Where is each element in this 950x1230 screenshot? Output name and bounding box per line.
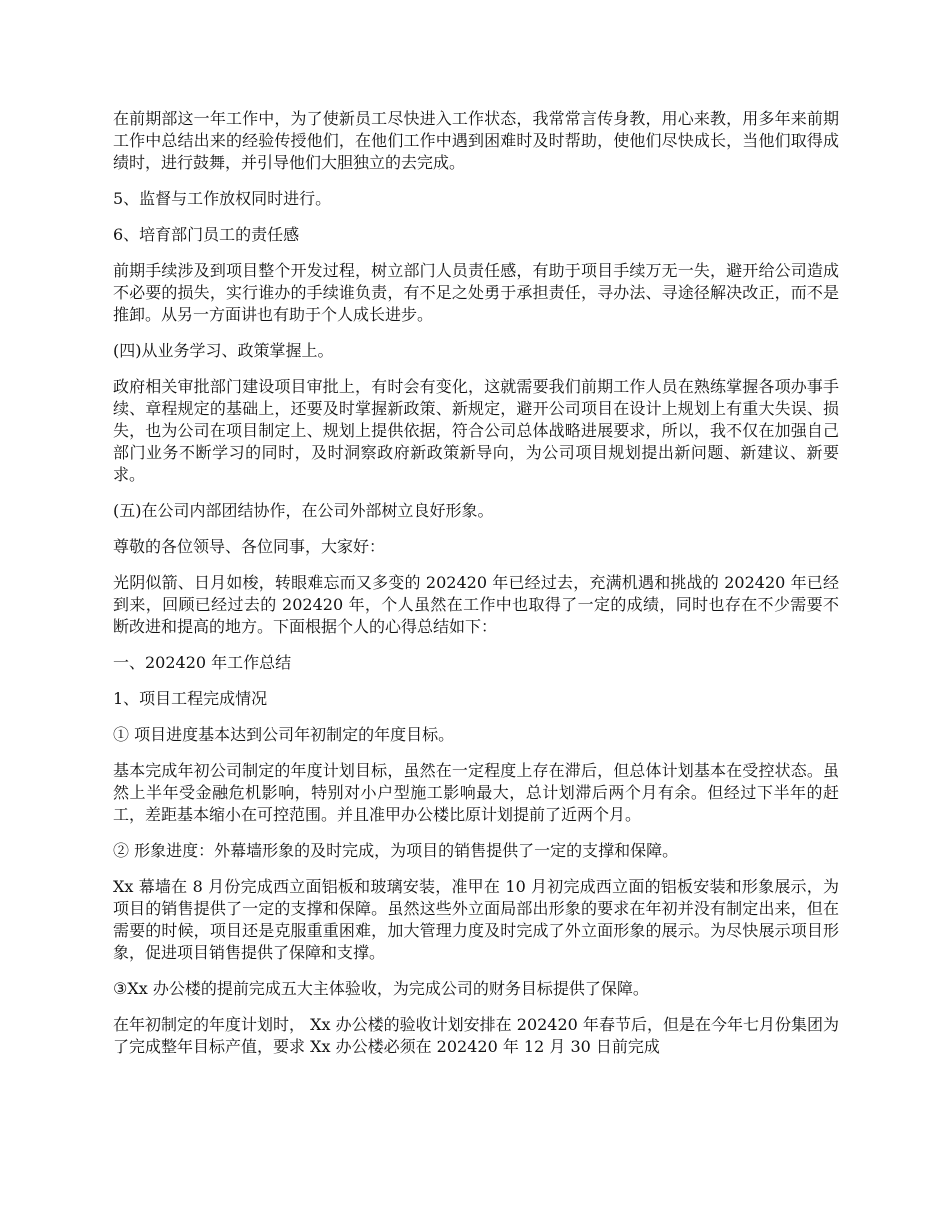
list-item: ② 形象进度：外幕墙形象的及时完成，为项目的销售提供了一定的支撑和保障。 <box>113 841 679 860</box>
paragraph: 5、监督与工作放权同时进行。 <box>113 189 332 208</box>
subsection-heading: 1、项目工程完成情况 <box>113 689 268 708</box>
paragraph: 基本完成年初公司制定的年度计划目标，虽然在一定程度上存在滞后，但总体计划基本在受控状态。虽然上半年受金融危机影响，特别对小户型施工影响最大，总计划滞后两个月有余。但经过下半年的赶工，差距基本缩小在可控范围。并且准甲办公楼比原计划提前了近两个月。 <box>113 761 839 824</box>
paragraph: 前期手续涉及到项目整个开发过程，树立部门人员责任感，有助于项目手续万无一失，避开给公司造成不必要的损失，实行谁办的手续谁负责，有不足之处勇于承担责任，寻办法、寻途径解决改正，而不是推卸。从另一方面讲也有助于个人成长进步。 <box>113 261 839 324</box>
section-heading: 一、202420 年工作总结 <box>113 653 292 672</box>
section-heading: (四)从业务学习、政策掌握上。 <box>113 341 334 360</box>
list-item: ① 项目进度基本达到公司年初制定的年度目标。 <box>113 725 455 744</box>
paragraph: 光阴似箭、日月如梭，转眼难忘而又多变的 202420 年已经过去，充满机遇和挑战的 202420 年已经到来，回顾已经过去的 202420 年，个人虽然在工作中也取得了一定的成绩，同时也存在不少需要不断改进和提高的地方。下面根据个人的心得总结如下： <box>113 573 839 636</box>
paragraph: 在年初制定的年度计划时， Xx 办公楼的验收计划安排在 202420 年春节后，但是在今年七月份集团为了完成整年目标产值，要求 Xx 办公楼必须在 202420 年 12 月 30 日前完成 <box>113 1015 839 1056</box>
section-heading: (五)在公司内部团结协作，在公司外部树立良好形象。 <box>113 501 494 520</box>
paragraph: 政府相关审批部门建设项目审批上，有时会有变化，这就需要我们前期工作人员在熟练掌握各项办事手续、章程规定的基础上，还要及时掌握新政策、新规定，避开公司项目在设计上规划上有重大失误、损失，也为公司在项目制定上、规划上提供依据，符合公司总体战略进展要求，所以，我不仅在加强自己部门业务不断学习的同时，及时洞察政府新政策新导向，为公司项目规划提出新问题、新建议、新要求。 <box>113 377 839 484</box>
paragraph: 在前期部这一年工作中，为了使新员工尽快进入工作状态，我常常言传身教，用心来教，用多年来前期工作中总结出来的经验传授他们，在他们工作中遇到困难时及时帮助，使他们尽快成长，当他们取得成绩时，进行鼓舞，并引导他们大胆独立的去完成。 <box>113 109 839 172</box>
document-page <box>113 108 839 1072</box>
paragraph: 6、培育部门员工的责任感 <box>113 225 300 244</box>
greeting: 尊敬的各位领导、各位同事，大家好： <box>113 537 386 556</box>
paragraph: Xx 幕墙在 8 月份完成西立面铝板和玻璃安装，准甲在 10 月初完成西立面的铝板安装和形象展示，为项目的销售提供了一定的支撑和保障。虽然这些外立面局部出形象的要求在年初并没有制定出来，但在需要的时候，项目还是克服重重困难，加大管理力度及时完成了外立面形象的展示。为尽快展示项目形象，促进项目销售提供了保障和支撑。 <box>113 877 839 962</box>
list-item: ③Xx 办公楼的提前完成五大主体验收，为完成公司的财务目标提供了保障。 <box>113 979 649 998</box>
